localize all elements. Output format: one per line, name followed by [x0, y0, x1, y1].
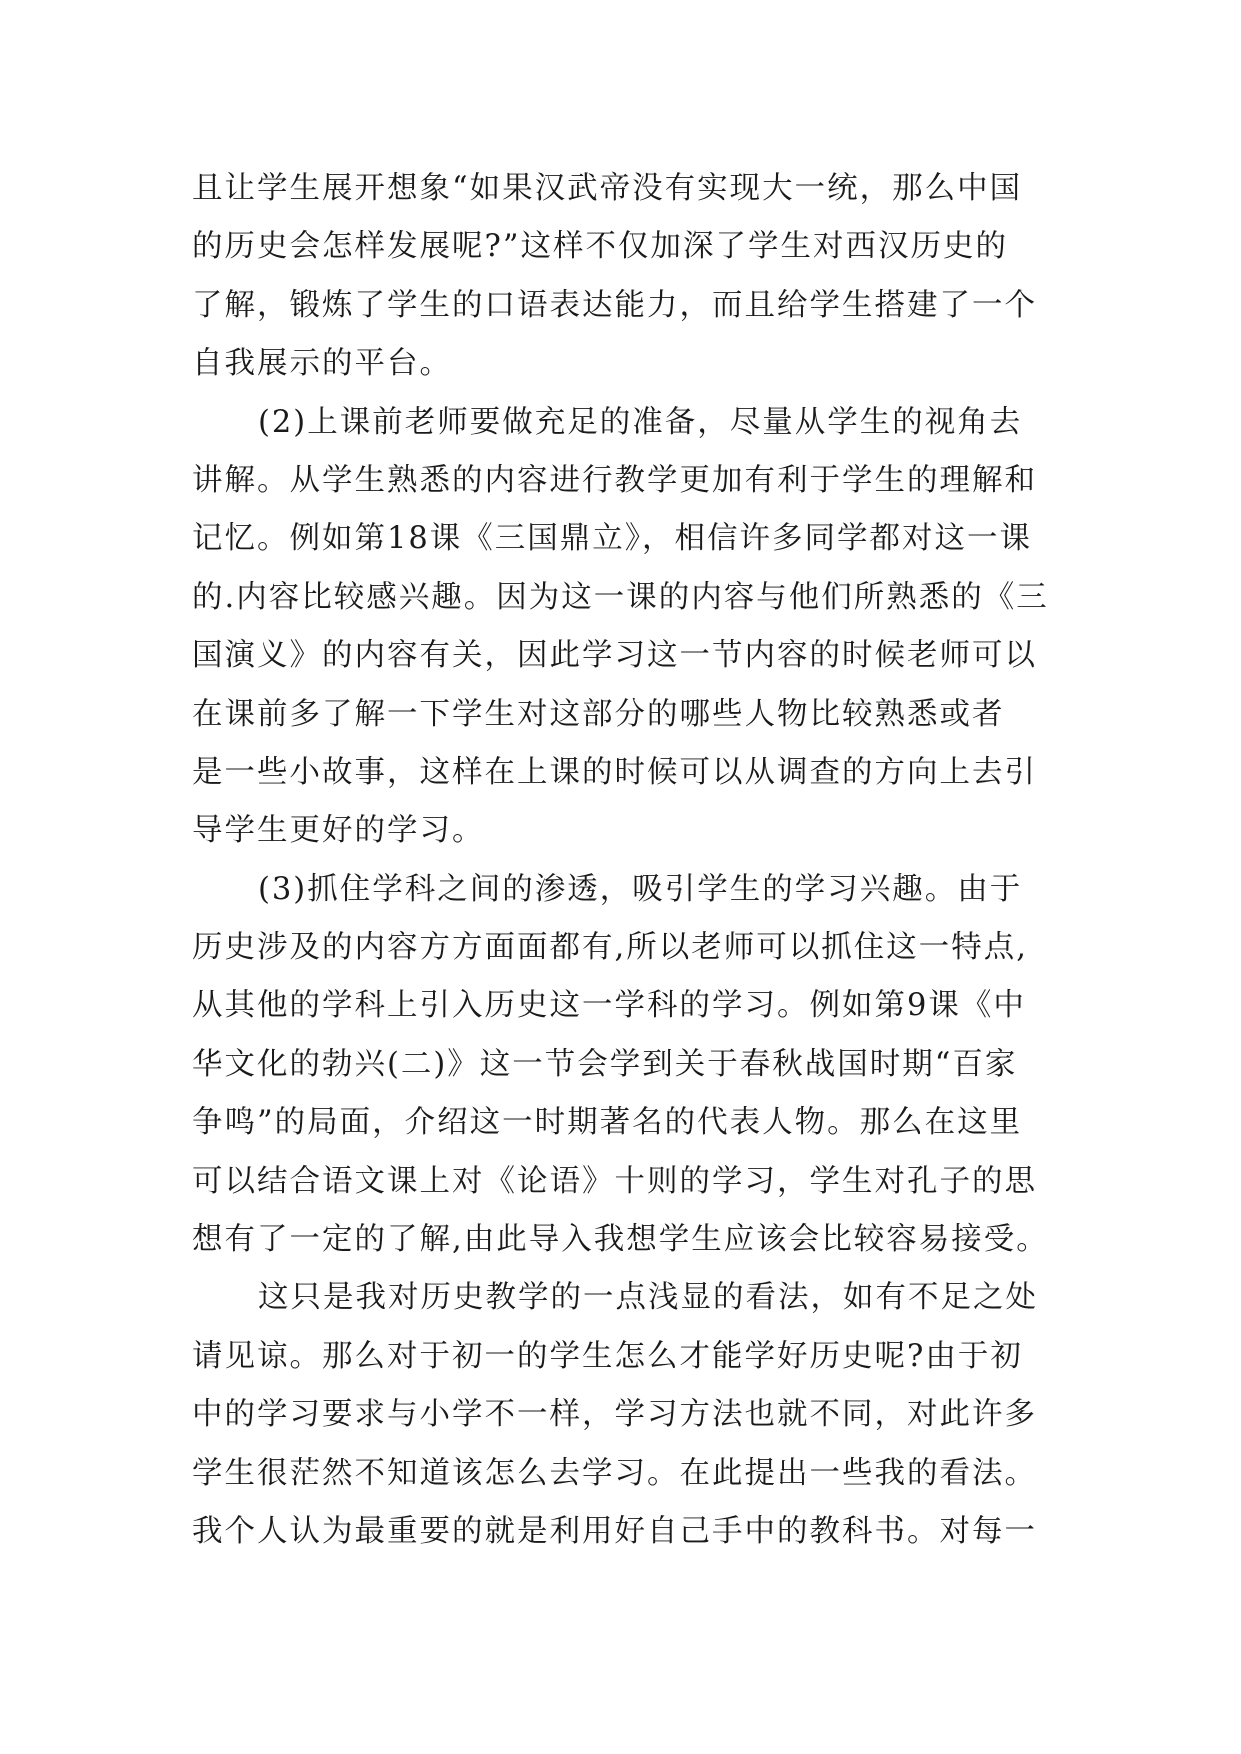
- text-line: (2)上课前老师要做充足的准备，尽量从学生的视角去: [258, 404, 1023, 440]
- text-line: (3)抓住学科之间的渗透，吸引学生的学习兴趣。由于: [258, 871, 1023, 907]
- text-line: 讲解。从学生熟悉的内容进行教学更加有利于学生的理解和: [192, 462, 1037, 498]
- paragraph: [192, 394, 1072, 861]
- text-line: 且让学生展开想象“如果汉武帝没有实现大一统，那么中国: [192, 171, 1023, 206]
- text-line: 国演义》的内容有关，因此学习这一节内容的时候老师可以: [192, 638, 1037, 674]
- text-line: 可以结合语文课上对《论语》十则的学习，学生对孔子的思: [192, 1163, 1037, 1199]
- text-line: 历史涉及的内容方方面面都有,所以老师可以抓住这一特点,: [192, 930, 1028, 966]
- paragraph: [192, 160, 1072, 394]
- text-line: 我个人认为最重要的就是利用好自己手中的教科书。对每一: [192, 1513, 1037, 1549]
- text-line: 这只是我对历史教学的一点浅显的看法，如有不足之处: [258, 1280, 1038, 1316]
- text-line: 学生很茫然不知道该怎么去学习。在此提出一些我的看法。: [192, 1455, 1037, 1491]
- text-line: 中的学习要求与小学不一样，学习方法也就不同，对此许多: [192, 1397, 1037, 1433]
- body-text: [192, 160, 1072, 1561]
- paragraph: [192, 1269, 1072, 1561]
- text-line: 的.内容比较感兴趣。因为这一课的内容与他们所熟悉的《三: [192, 579, 1049, 615]
- text-line: 请见谅。那么对于初一的学生怎么才能学好历史呢?由于初: [192, 1338, 1023, 1374]
- text-line: 是一些小故事，这样在上课的时候可以从调查的方向上去引: [192, 754, 1037, 790]
- text-line: 的历史会怎样发展呢?”这样不仅加深了学生对西汉历史的: [192, 229, 1008, 265]
- text-line: 争鸣”的局面，介绍这一时期著名的代表人物。那么在这里: [192, 1105, 1023, 1141]
- paragraph: [192, 861, 1072, 1270]
- text-line: 想有了一定的了解,由此导入我想学生应该会比较容易接受。: [192, 1222, 1049, 1258]
- text-line: 了解，锻炼了学生的口语表达能力，而且给学生搭建了一个: [192, 287, 1037, 323]
- text-line: 在课前多了解一下学生对这部分的哪些人物比较熟悉或者: [192, 696, 1005, 732]
- text-line: 华文化的勃兴(二)》这一节会学到关于春秋战国时期“百家: [192, 1046, 1018, 1082]
- text-line: 从其他的学科上引入历史这一学科的学习。例如第9课《中: [192, 988, 1026, 1024]
- text-line: 自我展示的平台。: [192, 346, 452, 382]
- text-line: 导学生更好的学习。: [192, 813, 485, 849]
- text-line: 记忆。例如第18课《三国鼎立》，相信许多同学都对这一课: [192, 521, 1033, 557]
